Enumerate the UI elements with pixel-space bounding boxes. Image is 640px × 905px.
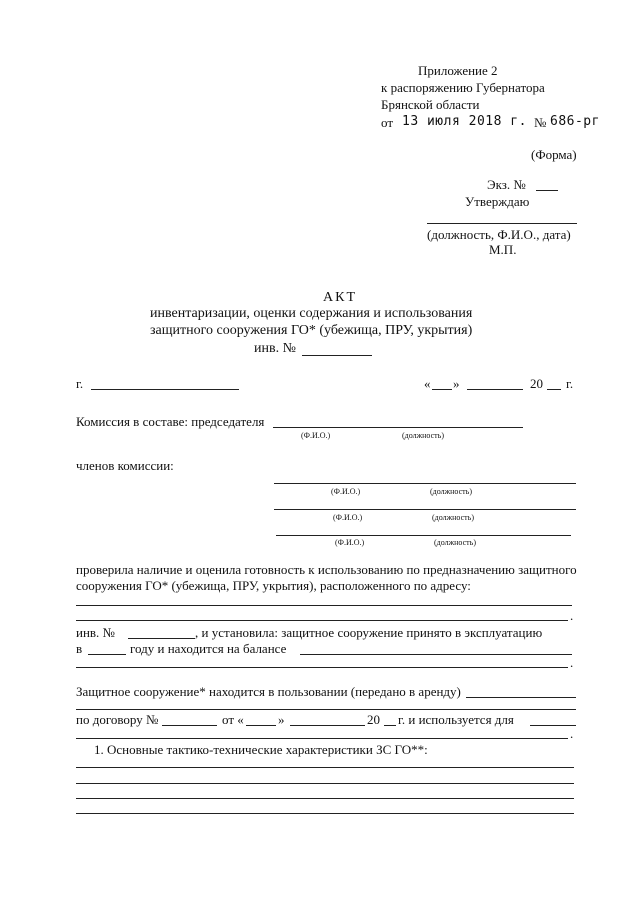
contract-label: по договору № xyxy=(76,712,159,727)
act-subtitle-line-2: защитного сооружения ГО* (убежища, ПРУ, укрытия) xyxy=(150,323,473,338)
accepted-text: , и установила: защитное сооружение принято в эксплуатацию xyxy=(195,625,543,640)
member-3-position-caption: (должность) xyxy=(434,538,476,547)
approver-signature-line xyxy=(427,223,577,224)
member-1-fio-caption: (Ф.И.О.) xyxy=(331,487,361,496)
appendix-label: Приложение 2 xyxy=(418,63,498,78)
chair-position-caption: (должность) xyxy=(402,431,444,440)
chair-label: Комиссия в составе: председателя xyxy=(76,414,265,429)
member-3-fio-caption: (Ф.И.О.) xyxy=(335,538,365,547)
address-line-2 xyxy=(76,620,568,621)
characteristics-line-2 xyxy=(76,783,574,784)
act-title: АКТ xyxy=(323,290,357,305)
contract-year-prefix: 20 xyxy=(367,712,380,727)
handwritten-date: 13 июля 2018 г. xyxy=(402,114,527,129)
region-name: Брянской области xyxy=(381,97,480,112)
act-subtitle-line-1: инвентаризации, оценки содержания и использования xyxy=(150,306,473,321)
date-month-line xyxy=(467,389,523,390)
use-text: Защитное сооружение* находится в пользовании (передано в аренду) xyxy=(76,684,461,699)
inv-number-label: инв. № xyxy=(76,625,115,640)
year-prefix: 20 xyxy=(530,376,543,391)
contract-number-blank xyxy=(162,725,217,726)
characteristics-line-3 xyxy=(76,798,574,799)
copy-number-line xyxy=(536,190,558,191)
section-1-heading: 1. Основные тактико-технические характеристики ЗС ГО**: xyxy=(94,742,428,757)
approver-caption: (должность, Ф.И.О., дата) xyxy=(427,227,571,242)
contract-close-quote: » xyxy=(278,712,285,727)
year-suffix: г. xyxy=(566,376,574,391)
city-line xyxy=(91,389,239,390)
balance-holder-line xyxy=(300,654,572,655)
member-1-line xyxy=(274,483,576,484)
inv-number-blank xyxy=(128,638,195,639)
tenant-line-2 xyxy=(76,709,576,710)
contract-year-blank xyxy=(384,725,396,726)
seal-label: М.П. xyxy=(489,242,517,257)
chair-fio-caption: (Ф.И.О.) xyxy=(301,431,331,440)
paragraph-1-line-2: сооружения ГО* (убежища, ПРУ, укрытия), расположенного по адресу: xyxy=(76,578,471,593)
members-label: членов комиссии: xyxy=(76,458,174,473)
date-close-quote: » xyxy=(453,376,460,391)
contract-month-blank xyxy=(290,725,365,726)
approve-label: Утверждаю xyxy=(465,194,530,209)
characteristics-line-1 xyxy=(76,767,574,768)
commission-year-blank xyxy=(88,654,126,655)
chair-line xyxy=(273,427,523,428)
inventory-number-line xyxy=(302,355,372,356)
address-line-1 xyxy=(76,605,572,606)
form-note: (Форма) xyxy=(531,147,577,162)
balance-text: году и находится на балансе xyxy=(130,641,287,656)
inventory-number-label: инв. № xyxy=(254,341,296,356)
member-3-line xyxy=(276,535,571,536)
member-2-fio-caption: (Ф.И.О.) xyxy=(333,513,363,522)
date-day-line xyxy=(432,389,452,390)
paragraph-1-line-1: проверила наличие и оценила готовность к использованию по предназначению защитного xyxy=(76,562,577,577)
balance-holder-line-2 xyxy=(76,667,568,668)
handwritten-number: 686-рг xyxy=(550,114,600,129)
member-1-position-caption: (должность) xyxy=(430,487,472,496)
copy-number-label: Экз. № xyxy=(487,177,526,192)
contract-from-label: от « xyxy=(222,712,244,727)
characteristics-line-4 xyxy=(76,813,574,814)
number-label: № xyxy=(534,115,547,130)
member-2-line xyxy=(274,509,576,510)
order-reference: к распоряжению Губернатора xyxy=(381,80,545,95)
contract-purpose-text: г. и используется для xyxy=(398,712,514,727)
city-label: г. xyxy=(76,376,84,391)
purpose-line-2 xyxy=(76,738,568,739)
tenant-line xyxy=(466,697,576,698)
member-2-position-caption: (должность) xyxy=(432,513,474,522)
balance-end-dot: . xyxy=(570,655,574,670)
address-end-dot: . xyxy=(570,608,574,623)
date-from-label: от xyxy=(381,115,394,130)
contract-day-blank xyxy=(246,725,276,726)
year-line xyxy=(547,389,561,390)
year-in-label: в xyxy=(76,641,83,656)
purpose-end-dot: . xyxy=(570,726,574,741)
date-open-quote: « xyxy=(424,376,431,391)
